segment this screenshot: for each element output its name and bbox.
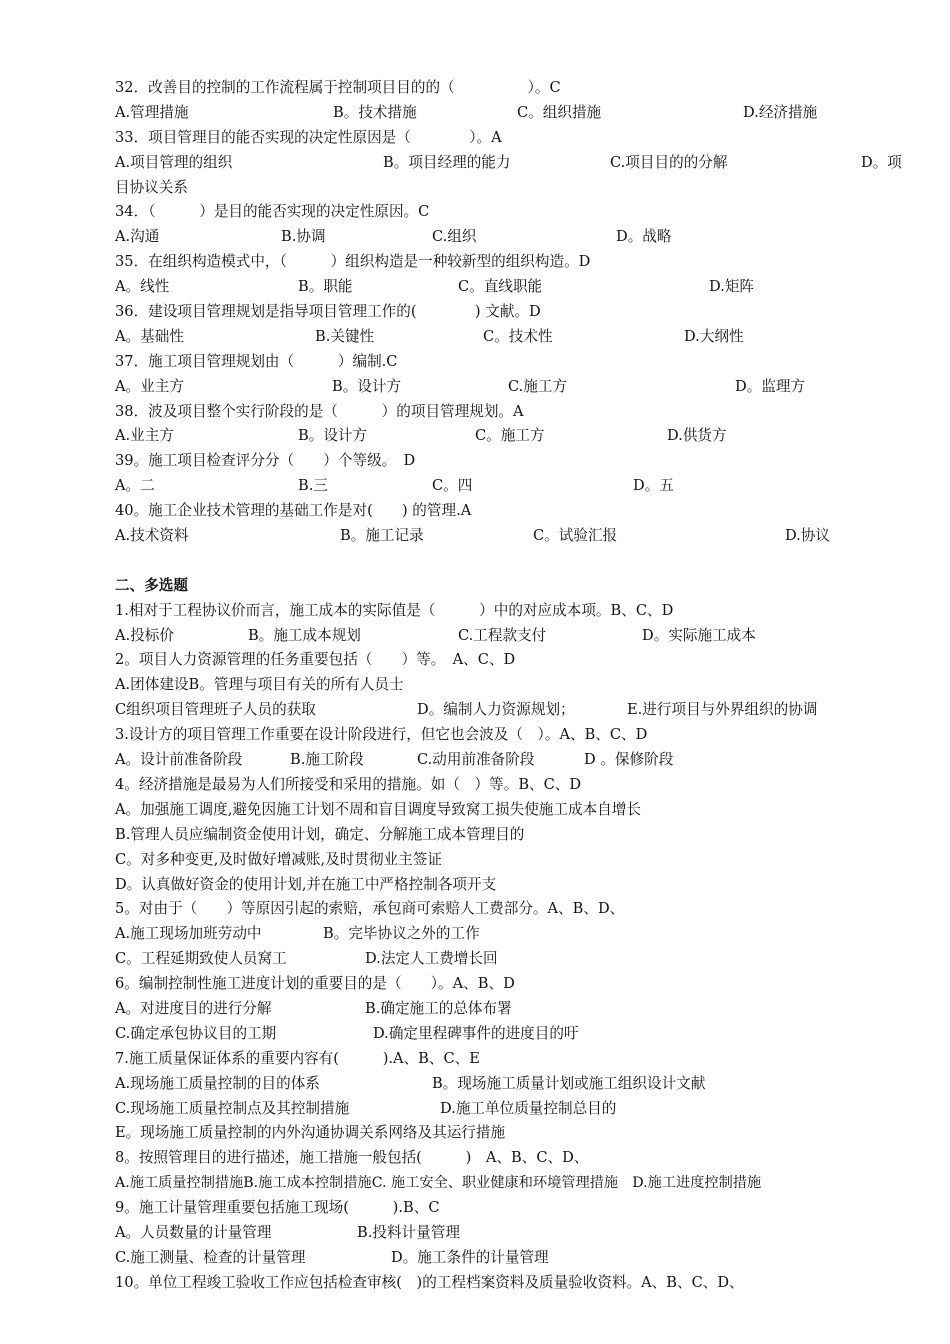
options-35: [115, 275, 915, 300]
option-b: B.投料计量管理: [357, 1223, 460, 1241]
option-a: A。设计前准备阶段: [115, 751, 243, 769]
multi-options-5b: [115, 947, 915, 972]
option-d: D.矩阵: [709, 278, 755, 296]
multi-option-4b: B.管理人员应编制资金使用计划，确定、分解施工成本管理目的: [115, 825, 525, 843]
options-33: [115, 151, 915, 176]
question-37: 37．施工项目管理规划由（ ）编制.C: [115, 352, 398, 370]
multi-question-9: 9。施工计量管理重要包括施工现场( ).B、C: [115, 1199, 440, 1217]
question-33: 33．项目管理目的能否实现的决定性原因是（ ）。A: [115, 128, 502, 146]
option-c: C.施工方: [508, 377, 568, 395]
option-c: C.组织: [432, 228, 477, 246]
option-a: A.业主方: [115, 427, 174, 445]
question-34: 34．（ ）是目的能否实现的决定性原因。C: [115, 203, 430, 221]
option-c: C.施工测量、检查的计量管理: [115, 1248, 306, 1266]
option-a: A。二: [115, 477, 155, 495]
option-a: A.沟通: [115, 228, 160, 246]
option-e: E.进行项目与外界组织的协调: [627, 701, 818, 719]
option-d: D 。保修阶段: [584, 751, 674, 769]
option-c: C.确定承包协议目的工期: [115, 1024, 277, 1042]
multi-option-4c: C。对多种变更,及时做好增减账,及时贯彻业主签证: [115, 850, 442, 868]
options-34: [115, 225, 915, 250]
option-c: C.项目目的的分解: [610, 153, 728, 171]
option-a: A。业主方: [115, 377, 184, 395]
multi-option-7e: E。现场施工质量控制的内外沟通协调关系网络及其运行措施: [115, 1124, 506, 1142]
option-d: D.确定里程碑事件的进度目的吁: [373, 1024, 579, 1042]
options-33-cont: 目协议关系: [115, 178, 188, 196]
option-d: D.大纲性: [684, 327, 744, 345]
option-d: D.经济措施: [743, 103, 818, 121]
document-page: [115, 76, 915, 1296]
multi-question-10: 10。单位工程竣工验收工作应包括检查审核( )的工程档案资料及质量验收资料。A、B、C、D、: [115, 1273, 744, 1291]
option-c: C。组织措施: [517, 103, 602, 121]
multi-options-2a: A.团体建设B。管理与项目有关的所有人员士: [115, 676, 404, 694]
multi-question-2: 2。项目人力资源管理的任务重要包括（ ）等。 A、C、D: [115, 651, 516, 669]
multi-options-3: [115, 748, 915, 773]
multi-options-8: A.施工质量控制措施B.施工成本控制措施C. 施工安全、职业健康和环境管理措施 D.施工进度控制措施: [115, 1175, 762, 1192]
multi-options-9a: [115, 1221, 915, 1246]
option-a: A.项目管理的组织: [115, 153, 233, 171]
multi-options-6b: [115, 1022, 915, 1047]
options-32: [115, 101, 915, 126]
multi-question-5: 5。对由于（ ）等原因引起的索赔，承包商可索赔人工费部分。A、B、D、: [115, 900, 625, 918]
multi-options-9b: [115, 1246, 915, 1271]
option-c: C。技术性: [483, 327, 553, 345]
option-d: D.法定人工费增长回: [365, 950, 498, 968]
option-a: A。人员数量的计量管理: [115, 1223, 272, 1241]
option-b: B.关键性: [315, 327, 375, 345]
options-40: [115, 524, 915, 549]
question-39: 39。施工项目检查评分分（ ）个等级。 D: [115, 452, 416, 470]
option-b: B。职能: [298, 278, 353, 296]
option-a: A.技术资料: [115, 527, 189, 545]
option-b: B。完毕协议之外的工作: [323, 925, 480, 943]
option-c: C.动用前准备阶段: [417, 751, 535, 769]
option-b: B。施工成本规划: [248, 626, 361, 644]
multi-question-4: 4。经济措施是最易为人们所接受和采用的措施。如（ ）等。B、C、D: [115, 775, 582, 793]
options-36: [115, 325, 915, 350]
option-b: B。设计方: [298, 427, 368, 445]
question-40: 40。施工企业技术管理的基础工作是对( ) 的管理.A: [115, 502, 472, 520]
option-c: C.工程款支付: [458, 626, 547, 644]
option-d: D。项: [861, 153, 902, 171]
option-a: A.管理措施: [115, 103, 189, 121]
option-d: D。实际施工成本: [642, 626, 756, 644]
option-d: D。施工条件的计量管理: [391, 1248, 549, 1266]
multi-question-8: 8。按照管理目的进行描述，施工措施一般包括( ) A、B、C、D、: [115, 1149, 589, 1167]
multi-options-7a: [115, 1072, 915, 1097]
option-b: B.施工阶段: [290, 751, 364, 769]
option-c: C组织项目管理班子人员的获取: [115, 701, 316, 719]
option-c: C。直线职能: [458, 278, 543, 296]
option-a: A。基础性: [115, 327, 184, 345]
option-b: B。施工记录: [340, 527, 424, 545]
option-b: B.三: [298, 477, 328, 495]
option-c: C。施工方: [475, 427, 545, 445]
option-d: D.协议: [785, 527, 831, 545]
option-c: C.现场施工质量控制点及其控制措施: [115, 1099, 350, 1117]
option-a: A。线性: [115, 278, 170, 296]
multi-options-5a: [115, 922, 915, 947]
multi-options-6a: [115, 997, 915, 1022]
option-d: D.施工单位质量控制总目的: [440, 1099, 617, 1117]
option-d: D。编制人力资源规划；: [417, 701, 575, 719]
option-b: B。设计方: [332, 377, 402, 395]
option-d: D。五: [633, 477, 674, 495]
option-a: A.现场施工质量控制的目的体系: [115, 1074, 320, 1092]
multi-options-7b: [115, 1097, 915, 1122]
spacer: [115, 549, 915, 574]
question-35: 35．在组织构造模式中，（ ）组织构造是一种较新型的组织构造。D: [115, 253, 591, 271]
question-38: 38．波及项目整个实行阶段的是（ ）的项目管理规划。A: [115, 402, 524, 420]
multi-option-4a: A。加强施工调度,避免因施工计划不周和盲目调度导致窝工损失使施工成本自增长: [115, 800, 641, 818]
option-c: C。四: [432, 477, 473, 495]
option-d: D。监理方: [735, 377, 806, 395]
question-36: 36．建设项目管理规划是指导项目管理工作的( ) 文献。D: [115, 303, 541, 321]
option-b: B.确定施工的总体布署: [365, 999, 512, 1017]
multi-options-1: [115, 624, 915, 649]
section-heading: 二、多选题: [115, 576, 188, 594]
option-a: A.施工现场加班劳动中: [115, 925, 262, 943]
option-b: B。项目经理的能力: [383, 153, 511, 171]
option-d: D。战略: [616, 228, 672, 246]
multi-question-7: 7.施工质量保证体系的重要内容有( ).A、B、C、E: [115, 1049, 480, 1067]
option-a: A.投标价: [115, 626, 174, 644]
option-a: A。对进度目的进行分解: [115, 999, 272, 1017]
option-b: B。现场施工质量计划或施工组织设计文献: [432, 1074, 706, 1092]
options-38: [115, 424, 915, 449]
option-c: C。试验汇报: [533, 527, 618, 545]
multi-question-1: 1.相对于工程协议价而言，施工成本的实际值是（ ）中的对应成本项。B、C、D: [115, 601, 674, 619]
option-b: B.协调: [281, 228, 326, 246]
options-39: [115, 474, 915, 499]
multi-question-3: 3.设计方的项目管理工作重要在设计阶段进行，但它也会波及（ ）。A、B、C、D: [115, 726, 648, 744]
option-b: B。技术措施: [333, 103, 417, 121]
multi-question-6: 6。编制控制性施工进度计划的重要目的是（ ）。A、B、D: [115, 975, 515, 993]
question-32: 32．改善目的控制的工作流程属于控制项目目的的（ ）。C: [115, 79, 561, 96]
options-37: [115, 375, 915, 400]
multi-option-4d: D。认真做好资金的使用计划,并在施工中严格控制各项开支: [115, 875, 497, 893]
option-c: C。工程延期致使人员窝工: [115, 950, 287, 968]
multi-options-2b: [115, 698, 915, 723]
option-d: D.供货方: [667, 427, 727, 445]
